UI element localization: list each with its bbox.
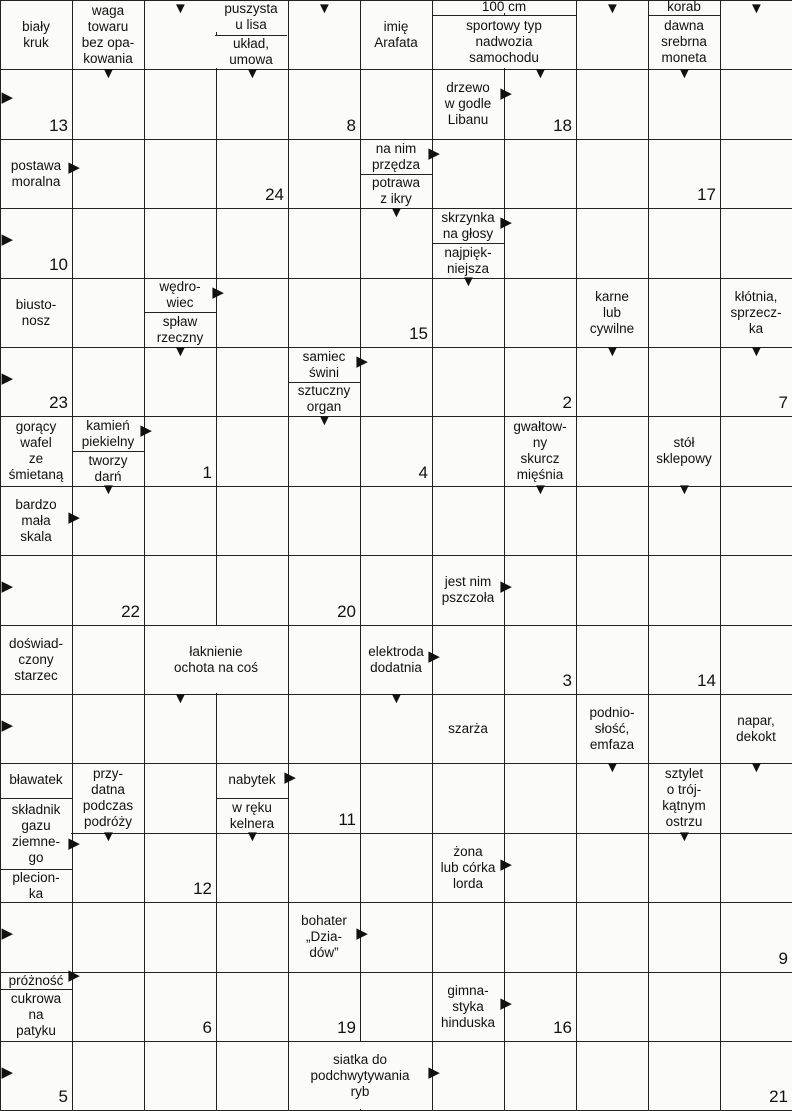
clue-divider [144,312,216,313]
arrow-right-icon: ▶ [356,352,368,370]
clue-divider [360,174,432,175]
clue-text: sztylet o trój- kątnym ostrzu [662,766,706,829]
arrow-down-icon: ▼ [677,480,692,498]
arrow-right-icon: ▶ [500,213,512,231]
clue-cell [1,626,71,693]
grid-line [0,486,792,487]
arrow-right-icon: ▶ [1,88,13,106]
grid-line [0,278,792,279]
arrow-down-icon: ▼ [605,758,620,776]
solution-number: 13 [49,116,68,135]
clue-text: najpięk- niejsza [444,244,492,276]
solution-number: 9 [778,949,788,968]
clue-text: żona lub córka lorda [440,843,496,891]
solution-number: 10 [49,255,68,274]
clue-divider [216,798,288,799]
clue-text: karne lub cywilne [589,288,635,336]
clue-cell [216,1,286,32]
clue-text: sportowy typ nadwozia samochodu [466,18,542,65]
solution-number: 5 [58,1087,68,1106]
clue-text: jest nim pszczoła [441,574,495,605]
clue-cell [433,209,503,242]
arrow-down-icon: ▼ [605,0,620,18]
solution-number: 7 [778,393,788,412]
clue-cell [433,973,503,1040]
clue-cell [1,417,71,485]
clue-text: sztuczny organ [297,383,351,414]
arrow-right-icon: ▶ [356,925,368,943]
arrow-down-icon: ▼ [173,689,188,707]
arrow-down-icon: ▼ [749,758,764,776]
clue-cell [1,140,71,207]
clue-cell [1,973,71,988]
clue-cell [433,834,503,901]
clue-text: szarża [448,720,488,736]
arrow-right-icon: ▶ [1,925,13,943]
clue-cell [649,764,719,832]
clue-cell [721,695,791,762]
clue-cell [289,903,359,971]
clue-text: na nim przędza [371,140,421,172]
arrow-down-icon: ▼ [749,0,764,18]
arrow-right-icon: ▶ [500,85,512,103]
clue-text: bławatek [9,772,63,787]
solution-number: 21 [769,1087,788,1106]
clue-text: nabytek [228,772,276,787]
clue-cell [145,279,215,310]
arrow-down-icon: ▼ [245,827,260,845]
arrow-right-icon: ▶ [1,578,13,596]
arrow-down-icon: ▼ [101,827,116,845]
clue-divider [0,798,72,799]
clue-cell [1,1,71,68]
clue-cell [73,1,143,68]
arrow-right-icon: ▶ [1,1064,13,1082]
clue-cell [649,16,719,68]
clue-text: gwałtow- ny skurcz mięśnia [513,419,567,482]
arrow-down-icon: ▼ [533,64,548,82]
arrow-right-icon: ▶ [68,967,80,985]
arrow-right-icon: ▶ [284,768,296,786]
clue-text: potrawa z ikry [371,175,421,206]
clue-text: samiec świni [302,348,346,380]
clue-text: biusto- nosz [15,296,57,328]
arrow-right-icon: ▶ [428,648,440,666]
solution-number: 16 [553,1018,572,1037]
clue-cell [217,764,287,796]
arrow-down-icon: ▼ [245,64,260,82]
solution-number: 11 [338,810,356,829]
clue-text: w ręku kelnera [229,799,275,831]
clue-text: przy- datna podczas podróży [82,766,134,829]
clue-text: puszysta u lisa [224,1,278,32]
clue-text: wędro- wiec [159,279,201,310]
clue-text: tworzy darń [88,452,128,484]
arrow-down-icon: ▼ [101,480,116,498]
clue-cell [649,1,719,13]
grid-line [0,972,792,973]
arrow-right-icon: ▶ [500,995,512,1013]
clue-cell [721,279,791,346]
clue-text: biały kruk [22,18,50,50]
clue-text: korab [667,1,701,13]
arrow-right-icon: ▶ [1,717,13,735]
clue-cell [361,175,431,207]
arrow-right-icon: ▶ [140,421,152,439]
arrow-right-icon: ▶ [1,231,13,249]
clue-cell [361,140,431,173]
solution-number: 15 [409,324,428,343]
clue-divider [648,15,720,16]
solution-number: 4 [418,463,428,482]
clue-cell [1,764,71,796]
clue-cell [433,695,503,762]
clue-text: próżność [8,973,64,988]
arrow-down-icon: ▼ [101,64,116,82]
solution-number: 3 [562,671,572,690]
clue-cell [361,1,431,68]
arrow-right-icon: ▶ [428,144,440,162]
clue-text: spław rzeczny [156,313,204,345]
clue-cell [145,313,215,346]
clue-cell [1,870,71,901]
clue-cell [577,279,647,346]
clue-divider [432,243,504,244]
solution-number: 17 [697,185,716,204]
arrow-right-icon: ▶ [500,578,512,596]
arrow-down-icon: ▼ [461,272,476,290]
clue-text: łaknienie ochota na coś [173,643,259,675]
clue-text: bardzo mała skala [15,496,57,544]
solution-number: 20 [337,602,356,621]
clue-cell [361,626,431,693]
clue-text: waga towaru bez opa- kowania [81,2,135,66]
grid-line [0,555,792,556]
clue-cell [505,417,575,485]
clue-divider [0,989,72,990]
clue-cell [289,1042,431,1109]
solution-number: 12 [193,879,212,898]
clue-divider [72,451,144,452]
arrow-down-icon: ▼ [677,64,692,82]
arrow-down-icon: ▼ [317,411,332,429]
clue-text: drzewo w godle Libanu [444,80,492,127]
arrow-down-icon: ▼ [389,689,404,707]
clue-cell [433,16,575,68]
clue-text: doświad- czony starzec [8,635,64,683]
arrow-right-icon: ▶ [68,509,80,527]
arrow-down-icon: ▼ [173,342,188,360]
solution-number: 1 [202,463,212,482]
clue-text: postawa moralna [10,157,62,189]
arrow-right-icon: ▶ [1,370,13,388]
grid-line [0,69,792,70]
solution-number: 22 [121,602,140,621]
arrow-down-icon: ▼ [677,827,692,845]
clue-text: dawna srebrna moneta [661,18,707,65]
clue-text: stół sklepowy [656,435,712,466]
clue-divider [288,382,360,383]
clue-cell [433,1,575,13]
clue-divider [0,869,72,870]
arrow-right-icon: ▶ [428,1064,440,1082]
clue-cell [73,764,143,832]
arrow-right-icon: ▶ [68,158,80,176]
clue-text: kłótnia, sprzecz- ka [730,288,782,336]
clue-cell [433,556,503,624]
grid-line [0,347,792,348]
arrow-right-icon: ▶ [68,835,80,853]
clue-cell [289,348,359,381]
solution-number: 24 [265,185,284,204]
clue-cell [1,990,71,1040]
clue-text: 100 cm [481,1,527,13]
clue-cell [577,695,647,762]
grid-line [0,833,792,834]
arrow-down-icon: ▼ [749,342,764,360]
clue-cell [145,626,287,693]
arrow-down-icon: ▼ [533,480,548,498]
clue-text: składnik gazu ziemne- go [11,801,61,865]
clue-text: elektroda dodatnia [368,643,424,675]
grid-line [0,902,792,903]
clue-text: gimna- styka hinduska [440,982,496,1030]
clue-text: siatka do podchwytywania ryb [310,1051,410,1099]
clue-cell [216,36,286,68]
arrow-right-icon: ▶ [212,283,224,301]
clue-text: układ, umowa [229,36,273,67]
clue-cell [1,487,71,554]
solution-number: 8 [346,116,356,135]
clue-cell [433,70,503,138]
clue-text: napar, dekokt [736,712,776,744]
arrow-down-icon: ▼ [389,203,404,221]
clue-text: bohater „Dzia- dów” [301,913,347,960]
arrow-down-icon: ▼ [317,0,332,18]
arrow-down-icon: ▼ [605,342,620,360]
clue-cell [289,383,359,415]
clue-cell [73,417,143,450]
solution-number: 6 [202,1018,212,1037]
clue-text: cukrowa na patyku [10,991,62,1038]
clue-text: kamień piekielny [81,417,135,449]
clue-text: gorący wafel ze śmietaną [8,419,64,482]
solution-number: 14 [697,671,716,690]
clue-divider [432,15,576,16]
solution-number: 23 [49,393,68,412]
solution-number: 2 [562,393,572,412]
solution-number: 18 [553,116,572,135]
clue-divider [215,35,287,36]
arrow-right-icon: ▶ [500,856,512,874]
clue-text: plecion- ka [12,870,60,901]
arrow-down-icon: ▼ [173,0,188,18]
clue-text: imię Arafata [374,18,418,50]
clue-cell [649,417,719,485]
solution-number: 19 [337,1018,356,1037]
clue-text: skrzynka na głosy [441,209,495,241]
clue-cell [1,799,71,868]
clue-cell [1,279,71,346]
clue-text: podnio- słość, emfaza [589,704,635,752]
